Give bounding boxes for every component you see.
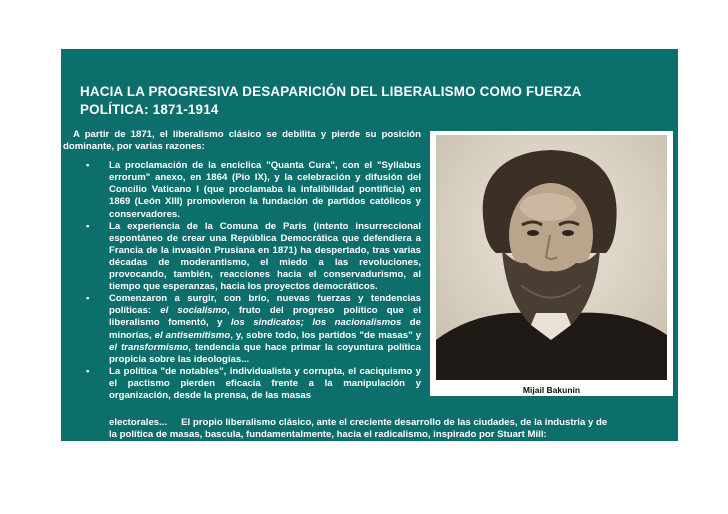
text-segment: de minorías,: [109, 317, 421, 341]
text-segment: Comenzaron a surgir, con brío, nuevas fuerzas y tendencias políticas:: [109, 293, 421, 317]
reason-paris-commune: • La experiencia de la Comuna de París (intento insurreccional espontáneo de crear una República Democrática que defendiera a Francia de la invasión Prusiana en 1871) ha despertado, tras varias décadas de moderantismo, el miedo a las revoluciones, provocando, también, reacciones hacia el conservadurismo, al tiempo que esperanzas, hacia los proyectos democráticos.: [61, 221, 421, 294]
italic-term: los sindicatos; los nacionalismos: [230, 317, 402, 329]
closing-paragraph: [109, 417, 669, 441]
closing-line-2: la política de masas, bascula, fundamentalmente, hacia el radicalismo, inspirado por Stuart Mill:: [109, 429, 547, 441]
closing-electorales: electorales...: [109, 417, 168, 428]
reason-new-forces: [61, 293, 421, 366]
text-segment: , fruto del progreso político que el liberalismo fomentó, y: [109, 305, 422, 329]
italic-term: el transformismo: [109, 341, 189, 353]
title-line-2: POLÍTICA: 1871-1914: [80, 102, 219, 117]
closing-line-1: [109, 417, 669, 429]
title-line-1: HACIA LA PROGRESIVA DESAPARICIÓN DEL LIBERALISMO COMO FUERZA: [80, 84, 582, 99]
intro-paragraph: A partir de 1871, el liberalismo clásico se debilita y pierde su posición dominante, por varias razones:: [63, 129, 421, 153]
slide-panel: [61, 49, 678, 441]
text-segment: , tendencia que hace primar la coyuntura política propicia sobre las ideologías...: [109, 341, 421, 365]
portrait-caption: Mijail Bakunin: [522, 385, 581, 395]
portrait-card: [430, 131, 673, 396]
text-segment: , y, sobre todo, los partidos "de masas" y: [230, 329, 421, 341]
closing-sentence-start: El propio liberalismo clásico, ante el creciente desarrollo de las ciudades, de la industria y de: [181, 417, 608, 428]
reason-notables-politics: • La política "de notables", individualista y corrupta, el caciquismo y el pactismo pierden eficacia frente a la manipulación y organización, desde la prensa, de las masas: [61, 366, 421, 402]
italic-term: el antisemitismo: [154, 329, 231, 341]
reason-encyclical: • La proclamación de la encíclica "Quanta Cura", con el "Syllabus errorum" anexo, en 1864 (Pío IX), y la celebración y difusión del Concilio Vaticano I (que proclamaba la infalibilidad pontificia) en 1869 (León XIII) promovieron la fundación de partidos católicos y conservadores.: [61, 160, 421, 220]
reasons-list: [61, 160, 421, 402]
italic-term: el socialismo: [160, 305, 228, 317]
portrait-photo: [436, 135, 667, 380]
slide-body: [61, 129, 421, 402]
slide-title: [80, 83, 640, 119]
portrait-illustration: [436, 135, 667, 380]
